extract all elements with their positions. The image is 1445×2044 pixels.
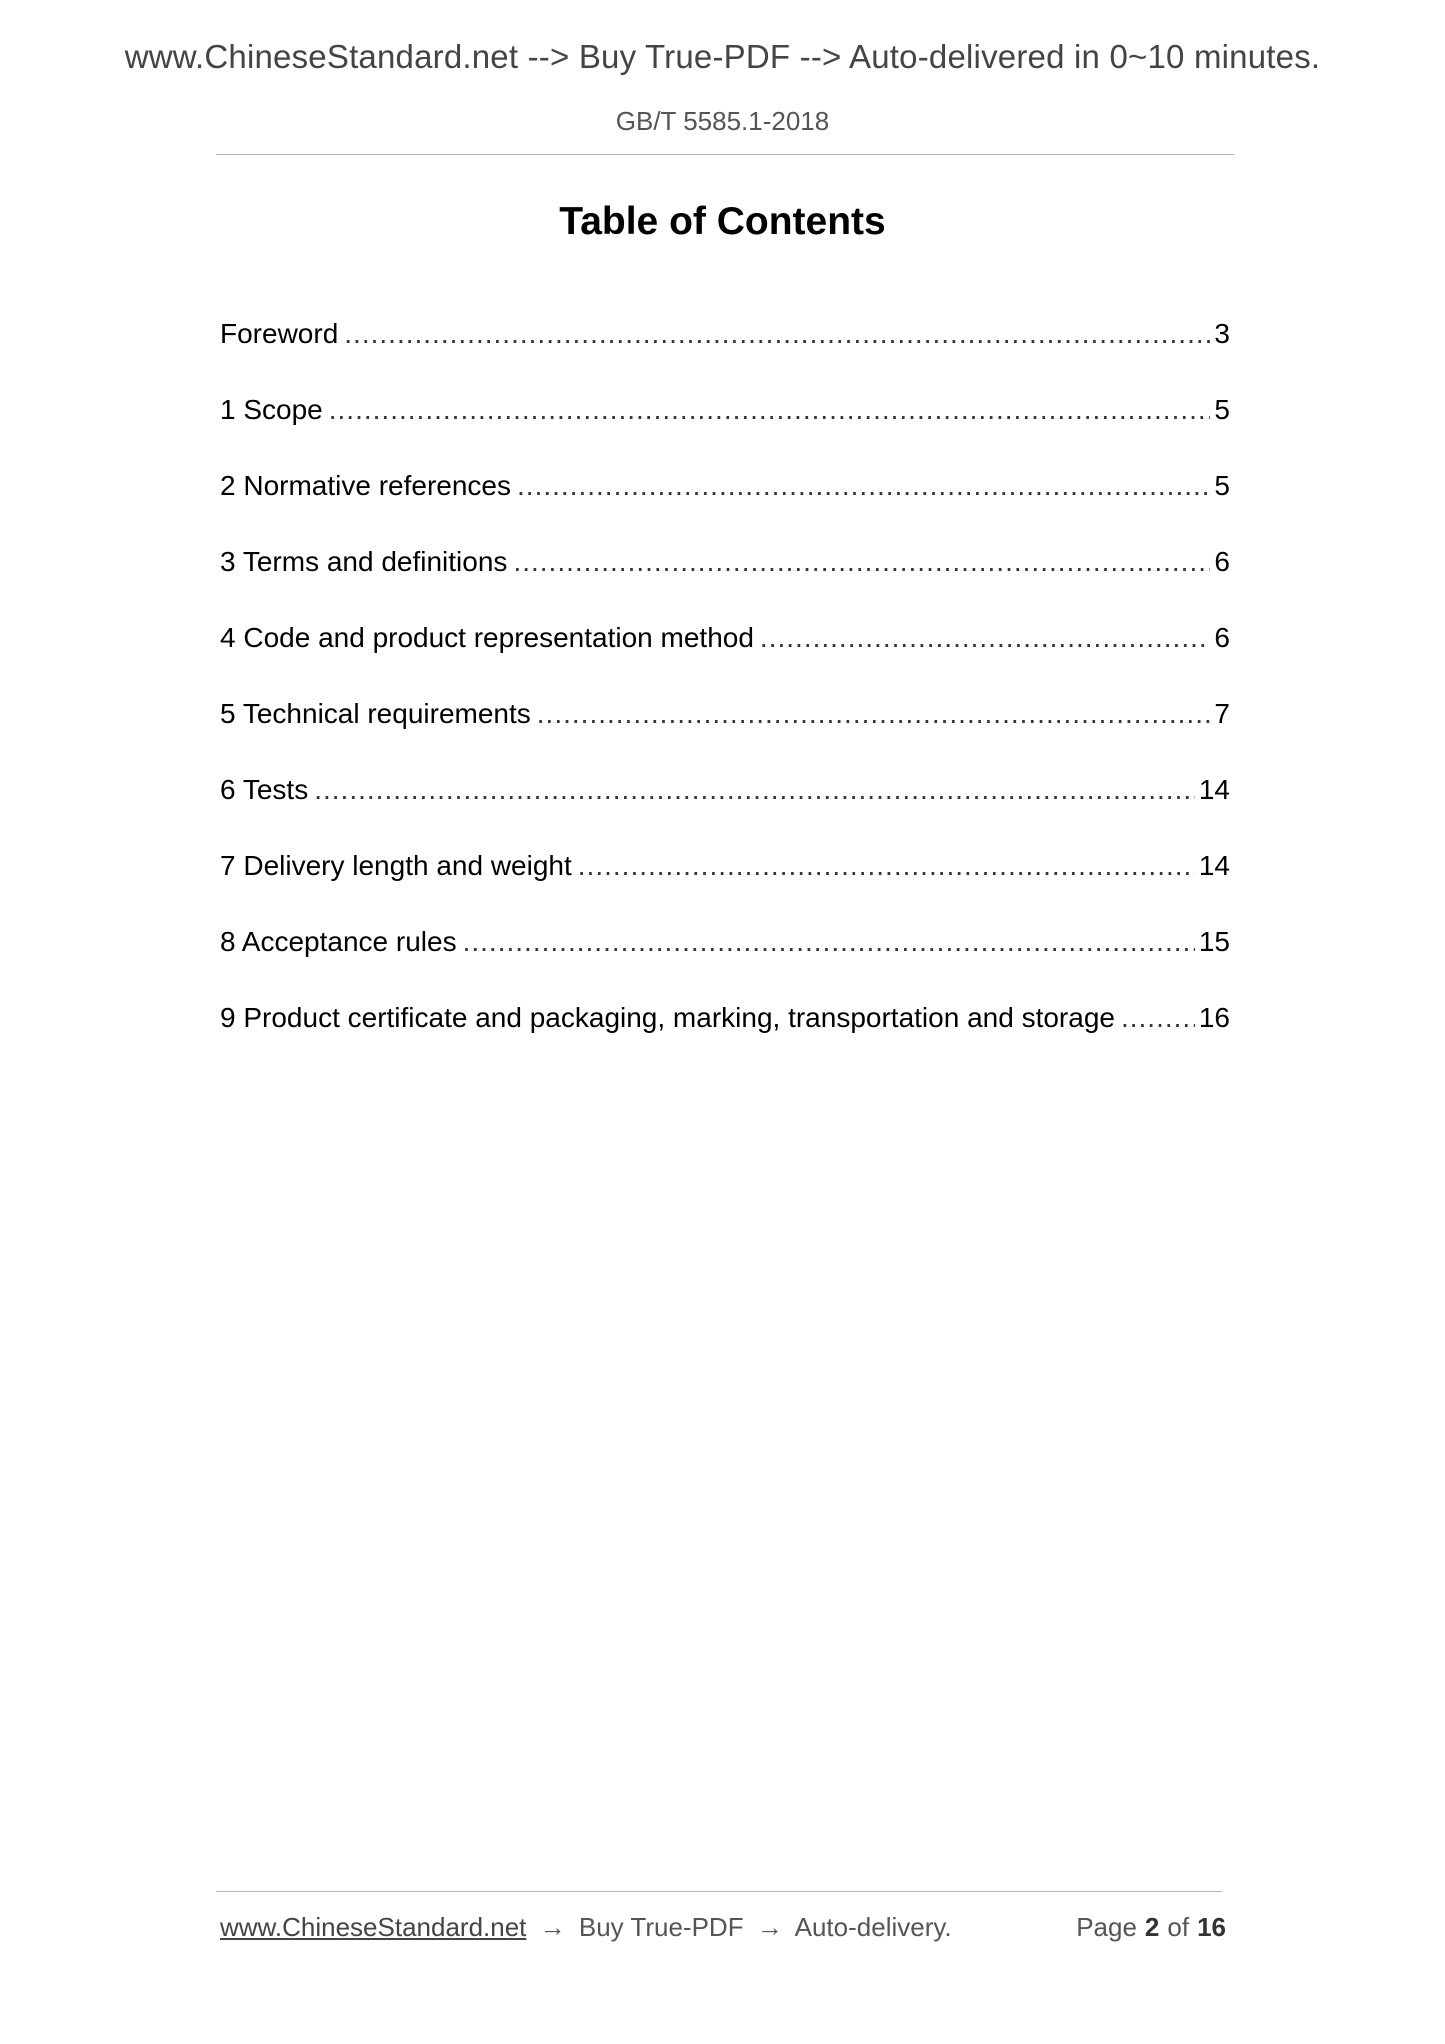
toc-entry-page: 6	[1214, 546, 1230, 577]
toc-entry-label: 9 Product certificate and packaging, marking, transportation and storage	[220, 1002, 1115, 1033]
right-arrow-icon: →	[539, 1912, 566, 1942]
footer-buy-text: Buy True-PDF	[578, 1912, 744, 1942]
toc-list	[220, 318, 1230, 1078]
toc-entry-label: 3 Terms and definitions	[220, 546, 508, 577]
toc-entry-label: Foreword	[220, 318, 339, 349]
toc-entry-page: 16	[1198, 1002, 1230, 1033]
toc-entry-page: 7	[1214, 698, 1230, 729]
toc-dot-leader	[578, 850, 1195, 882]
toc-entry-label: 6 Tests	[220, 774, 309, 805]
footer-delivery-text: Auto-delivery.	[794, 1912, 952, 1942]
toc-entry-tests[interactable]	[220, 774, 1230, 850]
toc-entry-scope[interactable]	[220, 394, 1230, 470]
toc-dot-leader	[537, 698, 1211, 730]
toc-dot-leader	[463, 926, 1195, 958]
toc-dot-leader	[760, 622, 1211, 654]
toc-entry-foreword[interactable]	[220, 318, 1230, 394]
page-indicator	[1076, 1912, 1226, 1943]
toc-entry-code-and-representation[interactable]	[220, 622, 1230, 698]
footer-site-link[interactable]: www.ChineseStandard.net	[220, 1912, 527, 1942]
toc-entry-page: 5	[1214, 394, 1230, 425]
right-arrow-icon: →	[756, 1912, 783, 1942]
page-footer	[220, 1912, 1226, 1943]
toc-entry-page: 14	[1198, 850, 1230, 881]
toc-entry-page: 14	[1198, 774, 1230, 805]
toc-entry-technical-requirements[interactable]	[220, 698, 1230, 774]
toc-entry-page: 5	[1214, 470, 1230, 501]
toc-entry-page: 3	[1214, 318, 1230, 349]
toc-entry-label: 8 Acceptance rules	[220, 926, 457, 957]
current-page-number: 2	[1144, 1912, 1160, 1942]
footer-divider	[216, 1891, 1222, 1892]
toc-dot-leader	[314, 774, 1195, 806]
page-title: Table of Contents	[559, 200, 886, 243]
header-divider	[216, 154, 1234, 155]
toc-entry-label: 2 Normative references	[220, 470, 512, 501]
document-code: GB/T 5585.1-2018	[615, 106, 830, 136]
total-page-count: 16	[1197, 1912, 1226, 1942]
toc-entry-terms-and-definitions[interactable]	[220, 546, 1230, 622]
page-word: Page	[1076, 1912, 1137, 1942]
toc-dot-leader	[513, 546, 1210, 578]
toc-entry-normative-references[interactable]	[220, 470, 1230, 546]
toc-dot-leader	[517, 470, 1210, 502]
toc-entry-label: 4 Code and product representation method	[220, 622, 754, 653]
toc-entry-label: 7 Delivery length and weight	[220, 850, 572, 881]
toc-entry-page: 15	[1198, 926, 1230, 957]
toc-entry-product-certificate[interactable]	[220, 1002, 1230, 1078]
toc-dot-leader	[344, 318, 1210, 350]
of-word: of	[1167, 1912, 1190, 1942]
toc-dot-leader	[329, 394, 1211, 426]
toc-entry-label: 1 Scope	[220, 394, 323, 425]
toc-dot-leader	[1121, 1002, 1195, 1034]
toc-entry-acceptance-rules[interactable]	[220, 926, 1230, 1002]
toc-entry-page: 6	[1214, 622, 1230, 653]
toc-entry-label: 5 Technical requirements	[220, 698, 531, 729]
toc-entry-delivery-length-weight[interactable]	[220, 850, 1230, 926]
top-banner: www.ChineseStandard.net --> Buy True-PDF --> Auto-delivered in 0~10 minutes.	[124, 38, 1321, 75]
